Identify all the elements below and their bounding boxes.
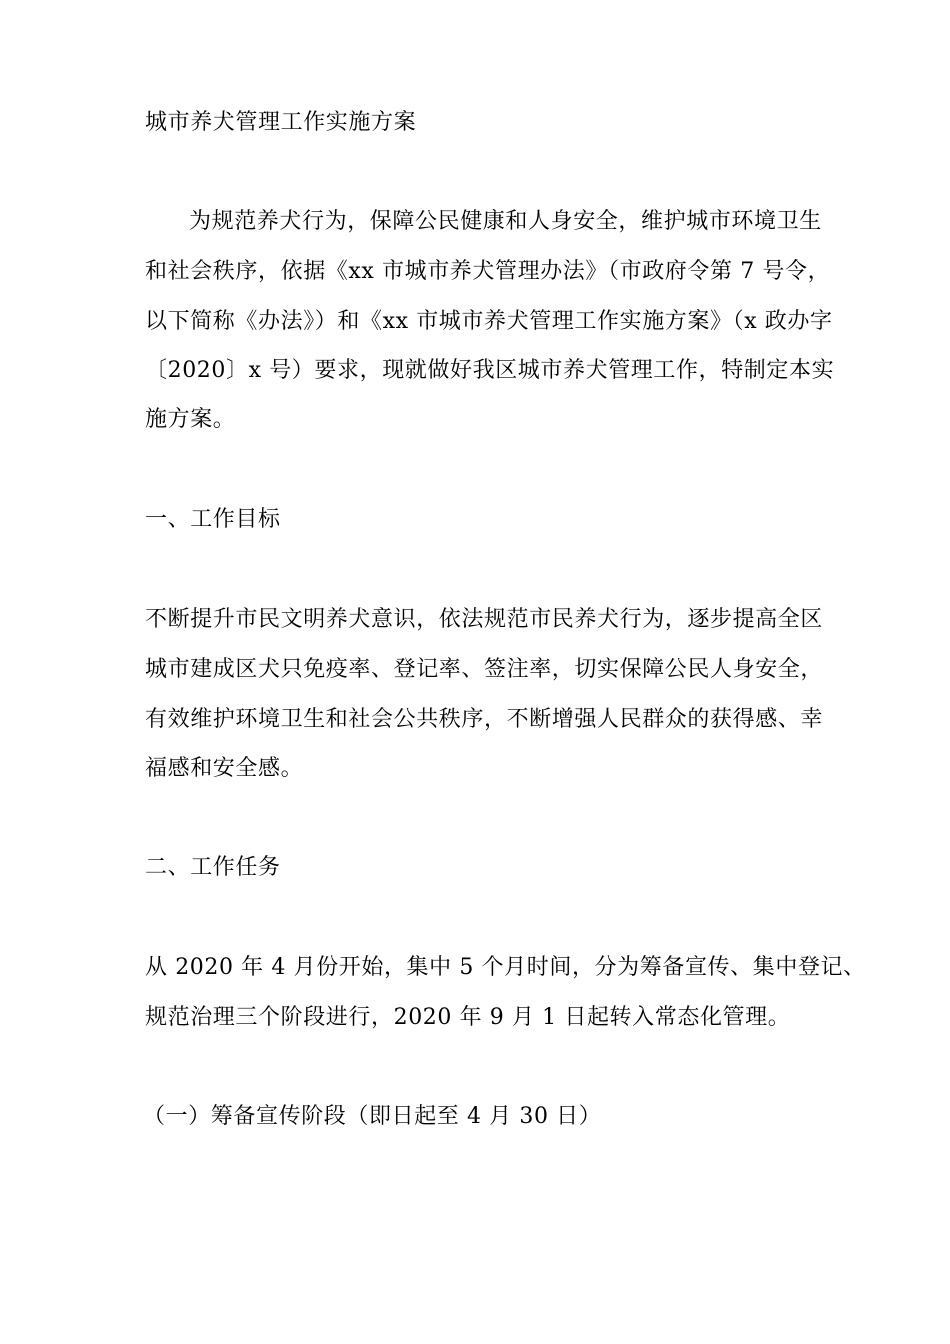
section1-line-3: 有效维护环境卫生和社会公共秩序，不断增强人民群众的获得感、幸 bbox=[145, 707, 824, 732]
section2-subheading: （一）筹备宣传阶段（即日起至 4 月 30 日） bbox=[143, 1104, 602, 1129]
intro-line-3: 以下简称《办法》）和《xx 市城市养犬管理工作实施方案》（x 政办字 bbox=[145, 309, 833, 334]
section1-line-4: 福感和安全感。 bbox=[145, 756, 304, 781]
section1-heading: 一、工作目标 bbox=[145, 507, 281, 532]
section2-line-2: 规范治理三个阶段进行，2020 年 9 月 1 日起转入常态化管理。 bbox=[145, 1005, 791, 1030]
section2-line-1: 从 2020 年 4 月份开始，集中 5 个月时间，分为筹备宣传、集中登记、 bbox=[145, 955, 866, 980]
section1-line-1: 不断提升市民文明养犬意识，依法规范市民养犬行为，逐步提高全区 bbox=[145, 607, 824, 632]
intro-line-5: 施方案。 bbox=[145, 407, 236, 432]
document-title: 城市养犬管理工作实施方案 bbox=[145, 110, 417, 135]
section1-line-2: 城市建成区犬只免疫率、登记率、签注率，切实保障公民人身安全， bbox=[145, 657, 824, 682]
section2-heading: 二、工作任务 bbox=[145, 855, 281, 880]
intro-line-1: 为规范养犬行为，保障公民健康和人身安全，维护城市环境卫生 bbox=[189, 209, 822, 234]
intro-line-4: 〔2020〕x 号）要求，现就做好我区城市养犬管理工作，特制定本实 bbox=[145, 358, 835, 383]
intro-line-2: 和社会秩序，依据《xx 市城市养犬管理办法》（市政府令第 7 号令， bbox=[145, 259, 831, 284]
